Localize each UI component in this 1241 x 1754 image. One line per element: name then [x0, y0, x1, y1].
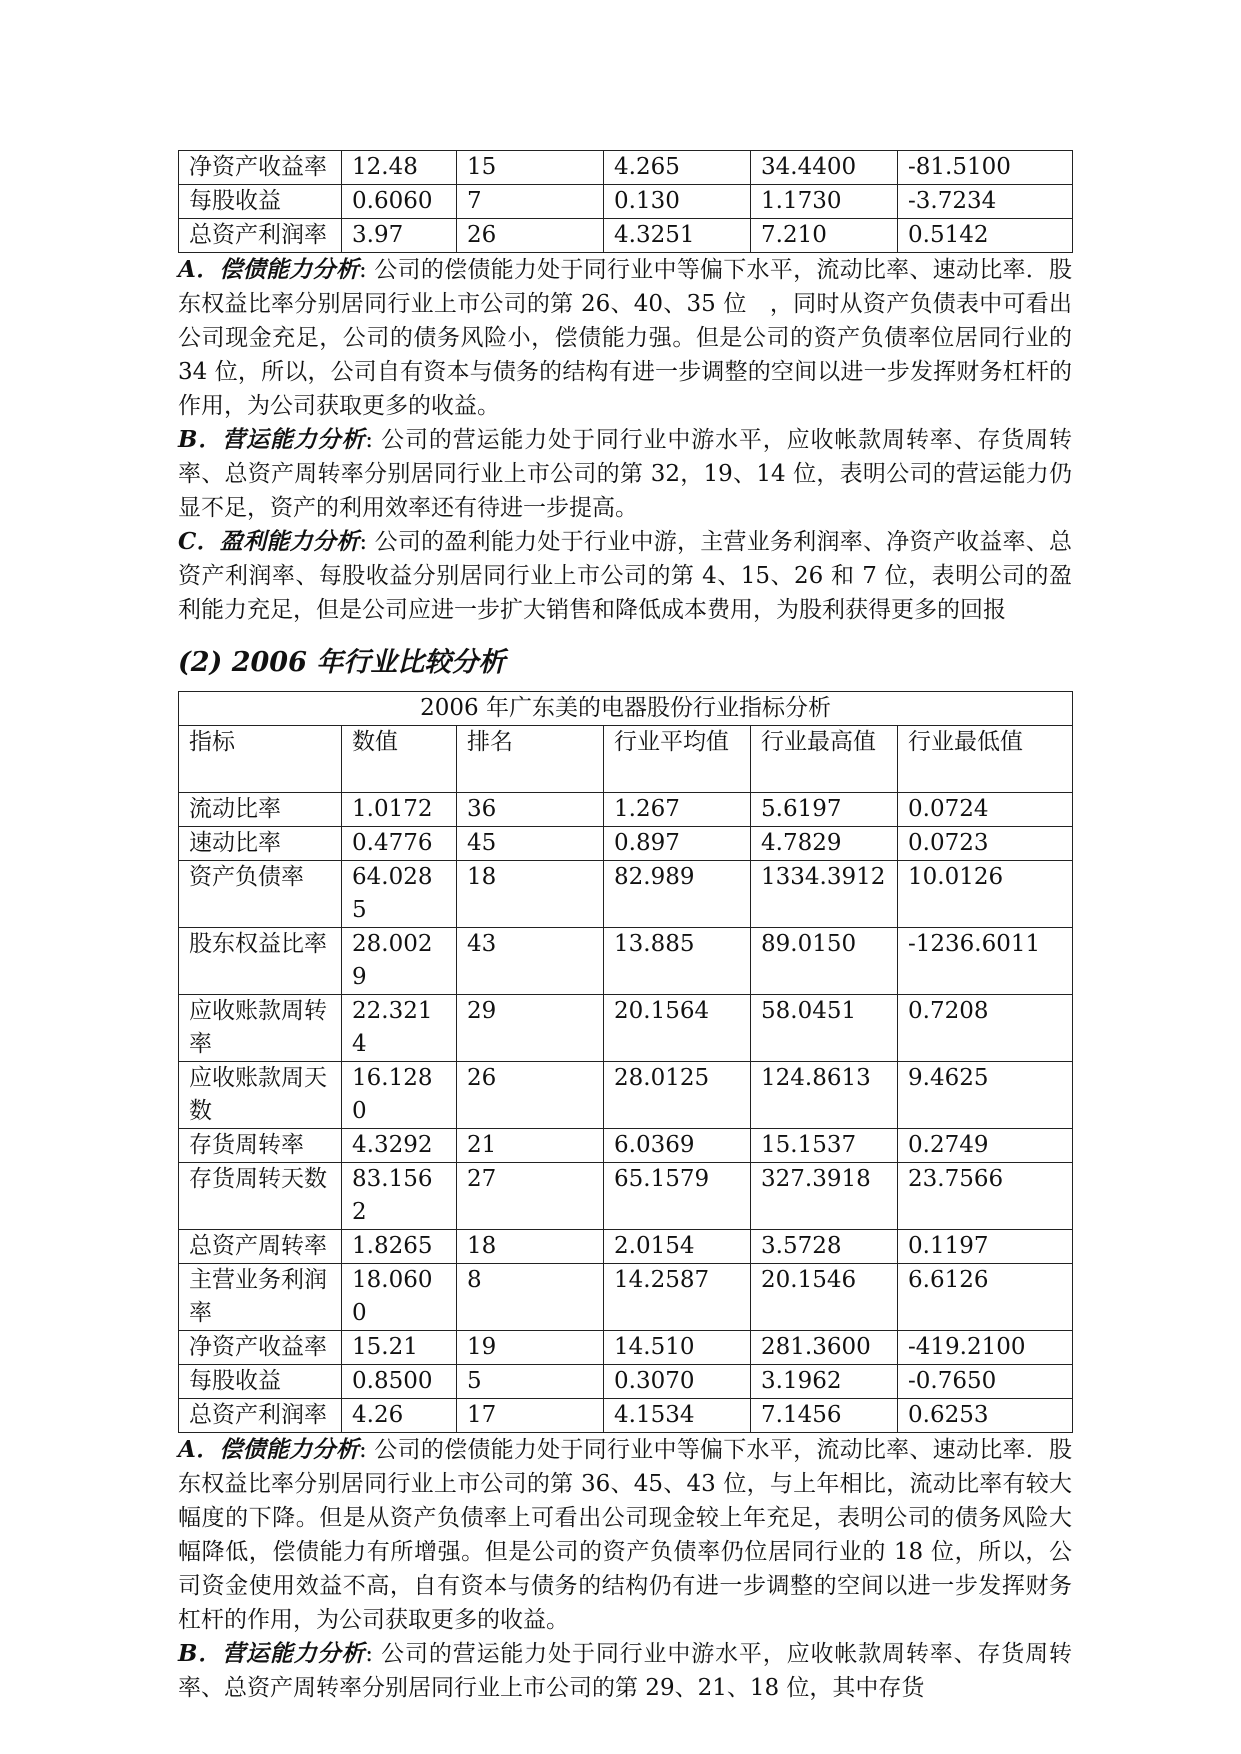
table-row	[179, 1399, 1073, 1433]
value-cell: 327.3918	[751, 1163, 898, 1230]
value-cell: 18.0600	[342, 1264, 457, 1331]
value-cell: 20.1546	[751, 1264, 898, 1331]
value-cell: 9.4625	[898, 1062, 1073, 1129]
value-cell: 17	[457, 1399, 604, 1433]
value-cell: 0.0724	[898, 793, 1073, 827]
value-cell: 34.4400	[751, 151, 898, 185]
analysis-paragraph	[178, 1637, 1072, 1705]
value-cell: 20.1564	[604, 995, 751, 1062]
table-header-row	[179, 726, 1073, 793]
indicator-name-cell: 总资产周转率	[179, 1230, 342, 1264]
value-cell: 28.0029	[342, 928, 457, 995]
value-cell: 4.265	[604, 151, 751, 185]
column-header: 指标	[179, 726, 342, 793]
value-cell: 3.97	[342, 219, 457, 253]
column-header: 行业最低值	[898, 726, 1073, 793]
table-row	[179, 219, 1073, 253]
value-cell: 14.510	[604, 1331, 751, 1365]
value-cell: 124.8613	[751, 1062, 898, 1129]
analysis-2006	[178, 1433, 1072, 1705]
value-cell: 0.897	[604, 827, 751, 861]
value-cell: 0.2749	[898, 1129, 1073, 1163]
value-cell: 27	[457, 1163, 604, 1230]
table-caption: 2006 年广东美的电器股份行业指标分析	[179, 692, 1073, 726]
value-cell: -81.5100	[898, 151, 1073, 185]
table-row	[179, 1230, 1073, 1264]
table-row	[179, 995, 1073, 1062]
value-cell: 23.7566	[898, 1163, 1073, 1230]
analysis-2005	[178, 253, 1072, 627]
value-cell: 3.5728	[751, 1230, 898, 1264]
value-cell: 89.0150	[751, 928, 898, 995]
paragraph-text: : 公司的营运能力处于同行业中游水平，应收帐款周转率、存货周转率、总资产周转率分别居同行业上市公司的第 29、21、18 位，其中存货	[178, 1641, 1072, 1701]
paragraph-text: : 公司的偿债能力处于同行业中等偏下水平，流动比率、速动比率．股东权益比率分别居同行业上市公司的第 26、40、35 位 ，同时从资产负债表中可看出公司现金充足，公司的债务风险小，偿债能力强。但是公司的资产负债率位居同行业的 34 位，所以，公司自有资本与债务的结构有进一步调整的空间以进一步发挥财务杠杆的作用，为公司获取更多的收益。	[178, 257, 1072, 419]
value-cell: 1334.3912	[751, 861, 898, 928]
paragraph-text: : 公司的盈利能力处于行业中游，主营业务利润率、净资产收益率、总资产利润率、每股收益分别居同行业上市公司的第 4、15、26 和 7 位，表明公司的盈利能力充足，但是公司应进一步扩大销售和降低成本费用，为股利获得更多的回报	[178, 529, 1073, 623]
table-row	[179, 1129, 1073, 1163]
indicator-name-cell: 总资产利润率	[179, 219, 342, 253]
value-cell: 4.3251	[604, 219, 751, 253]
value-cell: -0.7650	[898, 1365, 1073, 1399]
indicator-name-cell: 每股收益	[179, 185, 342, 219]
paragraph-label: B．营运能力分析	[178, 426, 366, 453]
analysis-paragraph	[178, 525, 1072, 627]
value-cell: 58.0451	[751, 995, 898, 1062]
value-cell: 12.48	[342, 151, 457, 185]
indicator-name-cell: 主营业务利润率	[179, 1264, 342, 1331]
analysis-paragraph	[178, 1433, 1072, 1637]
value-cell: 65.1579	[604, 1163, 751, 1230]
value-cell: 281.3600	[751, 1331, 898, 1365]
indicator-name-cell: 流动比率	[179, 793, 342, 827]
value-cell: -3.7234	[898, 185, 1073, 219]
value-cell: 26	[457, 1062, 604, 1129]
value-cell: 1.0172	[342, 793, 457, 827]
value-cell: 14.2587	[604, 1264, 751, 1331]
paragraph-label: A．偿债能力分析	[178, 256, 359, 283]
value-cell: 0.5142	[898, 219, 1073, 253]
paragraph-label: C．盈利能力分析	[178, 528, 360, 555]
value-cell: 0.0723	[898, 827, 1073, 861]
value-cell: 3.1962	[751, 1365, 898, 1399]
value-cell: 0.7208	[898, 995, 1073, 1062]
table-row	[179, 151, 1073, 185]
value-cell: 15	[457, 151, 604, 185]
value-cell: 16.1280	[342, 1062, 457, 1129]
table-2006-body	[179, 692, 1073, 1433]
table-2005-continued	[178, 150, 1073, 253]
value-cell: 0.130	[604, 185, 751, 219]
table-row	[179, 827, 1073, 861]
value-cell: 0.8500	[342, 1365, 457, 1399]
paragraph-label: A．偿债能力分析	[178, 1436, 359, 1463]
value-cell: 1.267	[604, 793, 751, 827]
value-cell: 6.0369	[604, 1129, 751, 1163]
value-cell: 1.8265	[342, 1230, 457, 1264]
table-row	[179, 1163, 1073, 1230]
value-cell: 5	[457, 1365, 604, 1399]
value-cell: 28.0125	[604, 1062, 751, 1129]
value-cell: 36	[457, 793, 604, 827]
analysis-paragraph	[178, 253, 1072, 423]
table-row	[179, 1062, 1073, 1129]
indicator-name-cell: 净资产收益率	[179, 1331, 342, 1365]
indicator-name-cell: 速动比率	[179, 827, 342, 861]
indicator-name-cell: 存货周转率	[179, 1129, 342, 1163]
indicator-name-cell: 存货周转天数	[179, 1163, 342, 1230]
table-row	[179, 928, 1073, 995]
value-cell: 4.26	[342, 1399, 457, 1433]
value-cell: 0.6060	[342, 185, 457, 219]
value-cell: 5.6197	[751, 793, 898, 827]
value-cell: 7	[457, 185, 604, 219]
value-cell: 22.3214	[342, 995, 457, 1062]
document-page	[178, 150, 1072, 1705]
value-cell: 18	[457, 1230, 604, 1264]
column-header: 数值	[342, 726, 457, 793]
indicator-name-cell: 应收账款周转率	[179, 995, 342, 1062]
indicator-name-cell: 应收账款周天数	[179, 1062, 342, 1129]
value-cell: 26	[457, 219, 604, 253]
paragraph-text: : 公司的偿债能力处于同行业中等偏下水平，流动比率、速动比率．股东权益比率分别居同行业上市公司的第 36、45、43 位，与上年相比，流动比率有较大幅度的下降。但是从资产负债率上可看出公司现金较上年充足，表明公司的债务风险大幅降低，偿债能力有所增强。但是公司的资产负债率仍位居同行业的 18 位，所以，公司资金使用效益不高，自有资本与债务的结构仍有进一步调整的空间以进一步发挥财务杠杆的作用，为公司获取更多的收益。	[178, 1437, 1072, 1633]
value-cell: 0.1197	[898, 1230, 1073, 1264]
value-cell: 29	[457, 995, 604, 1062]
indicator-name-cell: 股东权益比率	[179, 928, 342, 995]
value-cell: 7.1456	[751, 1399, 898, 1433]
column-header: 排名	[457, 726, 604, 793]
column-header: 行业平均值	[604, 726, 751, 793]
value-cell: 43	[457, 928, 604, 995]
table-row	[179, 861, 1073, 928]
table-2005-body	[179, 151, 1073, 253]
value-cell: 7.210	[751, 219, 898, 253]
column-header: 行业最高值	[751, 726, 898, 793]
value-cell: 0.4776	[342, 827, 457, 861]
table-row	[179, 1264, 1073, 1331]
value-cell: 82.989	[604, 861, 751, 928]
value-cell: 19	[457, 1331, 604, 1365]
value-cell: 2.0154	[604, 1230, 751, 1264]
value-cell: 4.1534	[604, 1399, 751, 1433]
value-cell: 0.6253	[898, 1399, 1073, 1433]
value-cell: 13.885	[604, 928, 751, 995]
section-title: (2) 2006 年行业比较分析	[178, 647, 506, 678]
table-2006	[178, 691, 1073, 1433]
table-caption-row	[179, 692, 1073, 726]
value-cell: -419.2100	[898, 1331, 1073, 1365]
value-cell: -1236.6011	[898, 928, 1073, 995]
indicator-name-cell: 每股收益	[179, 1365, 342, 1399]
table-row	[179, 1365, 1073, 1399]
value-cell: 0.3070	[604, 1365, 751, 1399]
indicator-name-cell: 资产负债率	[179, 861, 342, 928]
value-cell: 83.1562	[342, 1163, 457, 1230]
value-cell: 64.0285	[342, 861, 457, 928]
value-cell: 18	[457, 861, 604, 928]
table-row	[179, 793, 1073, 827]
indicator-name-cell: 总资产利润率	[179, 1399, 342, 1433]
analysis-paragraph	[178, 423, 1072, 525]
indicator-name-cell: 净资产收益率	[179, 151, 342, 185]
value-cell: 15.21	[342, 1331, 457, 1365]
value-cell: 4.7829	[751, 827, 898, 861]
value-cell: 21	[457, 1129, 604, 1163]
value-cell: 1.1730	[751, 185, 898, 219]
value-cell: 10.0126	[898, 861, 1073, 928]
value-cell: 4.3292	[342, 1129, 457, 1163]
table-row	[179, 1331, 1073, 1365]
paragraph-text: : 公司的营运能力处于同行业中游水平，应收帐款周转率、存货周转率、总资产周转率分别居同行业上市公司的第 32，19、14 位，表明公司的营运能力仍显不足，资产的利用效率还有待进一步提高。	[178, 427, 1072, 521]
value-cell: 8	[457, 1264, 604, 1331]
table-row	[179, 185, 1073, 219]
value-cell: 45	[457, 827, 604, 861]
paragraph-label: B．营运能力分析	[178, 1640, 366, 1667]
value-cell: 6.6126	[898, 1264, 1073, 1331]
value-cell: 15.1537	[751, 1129, 898, 1163]
